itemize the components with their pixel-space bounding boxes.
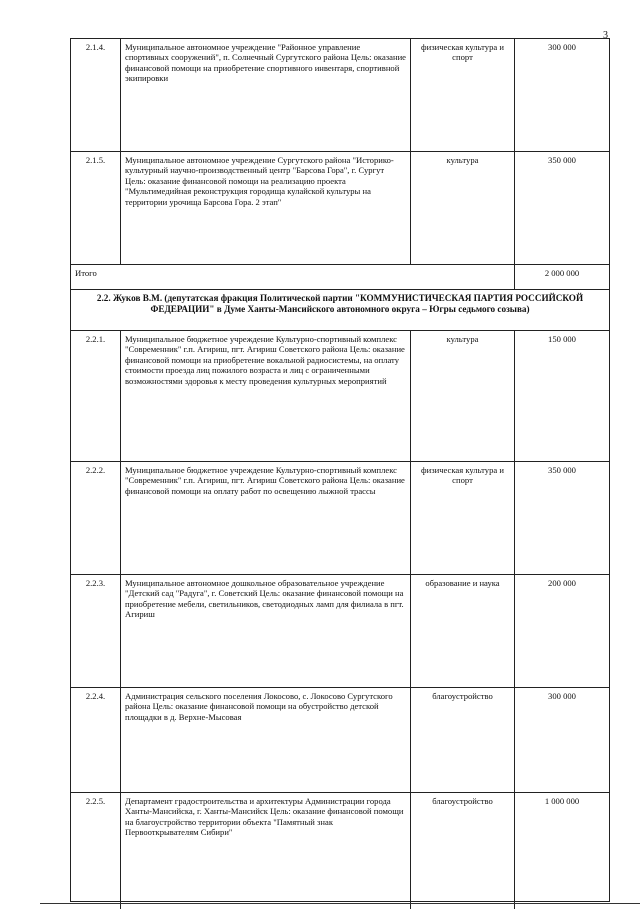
row-amount: 350 000: [548, 155, 576, 165]
row-description: Департамент градостроительства и архитектуры Администрации города Ханты-Мансийска, г. Ханты-Мансийск Цель: оказание финансовой помощи на благоустройство территории объекта "Памятный знак Первооткрывателям Сибири": [121, 793, 411, 909]
row-amount: 300 000: [548, 42, 576, 52]
table-row: [71, 152, 609, 265]
table-row: [71, 39, 609, 152]
row-category: благоустройство: [411, 688, 515, 792]
row-amount: 350 000: [548, 465, 576, 475]
row-category: благоустройство: [411, 793, 515, 909]
row-amount: 1 000 000: [544, 796, 580, 806]
fraction-heading-row: [71, 290, 609, 331]
row-category: физическая культура и спорт: [411, 462, 515, 574]
row-number: 2.1.5.: [71, 152, 121, 264]
table-row: [71, 462, 609, 575]
page-number: 3: [603, 30, 608, 41]
table-row: [71, 793, 609, 909]
row-amount: 200 000: [548, 578, 576, 588]
row-number: 2.2.3.: [71, 575, 121, 687]
total-label: Итого: [71, 265, 515, 289]
row-category: культура: [411, 152, 515, 264]
row-description: Администрация сельского поселения Локосово, с. Локосово Сургутского района Цель: оказание финансовой помощи на обустройство детской площадки в д. Верхне-Мысовая: [121, 688, 411, 792]
row-description: Муниципальное автономное учреждение "Районное управление спортивных сооружений", п. Солнечный Сургутского района Цель: оказание финансовой помощи на приобретение спортивного инвентаря, спортивной экипировки: [121, 39, 411, 151]
total-amount: 2 000 000: [544, 268, 580, 278]
total-row: [71, 265, 609, 290]
funding-table: [70, 38, 610, 902]
row-category: образование и наука: [411, 575, 515, 687]
table-row: [71, 575, 609, 688]
row-number: 2.1.4.: [71, 39, 121, 151]
row-category: культура: [411, 331, 515, 461]
row-category: физическая культура и спорт: [411, 39, 515, 151]
page-divider: [40, 903, 640, 904]
row-number: 2.2.4.: [71, 688, 121, 792]
fraction-heading: 2.2. Жуков В.М. (депутатская фракция Политической партии "КОММУНИСТИЧЕСКАЯ ПАРТИЯ РОССИЙСКОЙ ФЕДЕРАЦИИ" в Думе Ханты-Мансийского автономного округа – Югры седьмого созыва): [96, 293, 584, 314]
row-amount: 150 000: [548, 334, 576, 344]
row-description: Муниципальное автономное учреждение Сургутского района "Историко-культурный научно-производственный центр "Барсова Гора", г. Сургут Цель: оказание финансовой помощи на реализацию проекта "Мультимедийная реконструкция городища кулайской культуры на территории урочища Барсова Гора. 2 этап": [121, 152, 411, 264]
row-description: Муниципальное бюджетное учреждение Культурно-спортивный комплекс "Современник" г.п. Агириш, пгт. Агириш Советского района Цель: оказание финансовой помощи на приобретение вокальной радиосистемы, на оплату стоимости проезда лиц пожилого возраста и лиц с ограниченными возможностями здоровья к месту проведения культурных мероприятий: [121, 331, 411, 461]
table-row: [71, 688, 609, 793]
row-number: 2.2.2.: [71, 462, 121, 574]
table-row: [71, 331, 609, 462]
row-description: Муниципальное бюджетное учреждение Культурно-спортивный комплекс "Современник" г.п. Агириш, пгт. Агириш Советского района Цель: оказание финансовой помощи на оплату работ по освещению лыжной трассы: [121, 462, 411, 574]
row-number: 2.2.1.: [71, 331, 121, 461]
row-description: Муниципальное автономное дошкольное образовательное учреждение "Детский сад "Радуга", г. Советский Цель: оказание финансовой помощи на приобретение мебели, светильников, светодиодных ламп для филиала в пгт. Агириш: [121, 575, 411, 687]
row-number: 2.2.5.: [71, 793, 121, 909]
row-amount: 300 000: [548, 691, 576, 701]
